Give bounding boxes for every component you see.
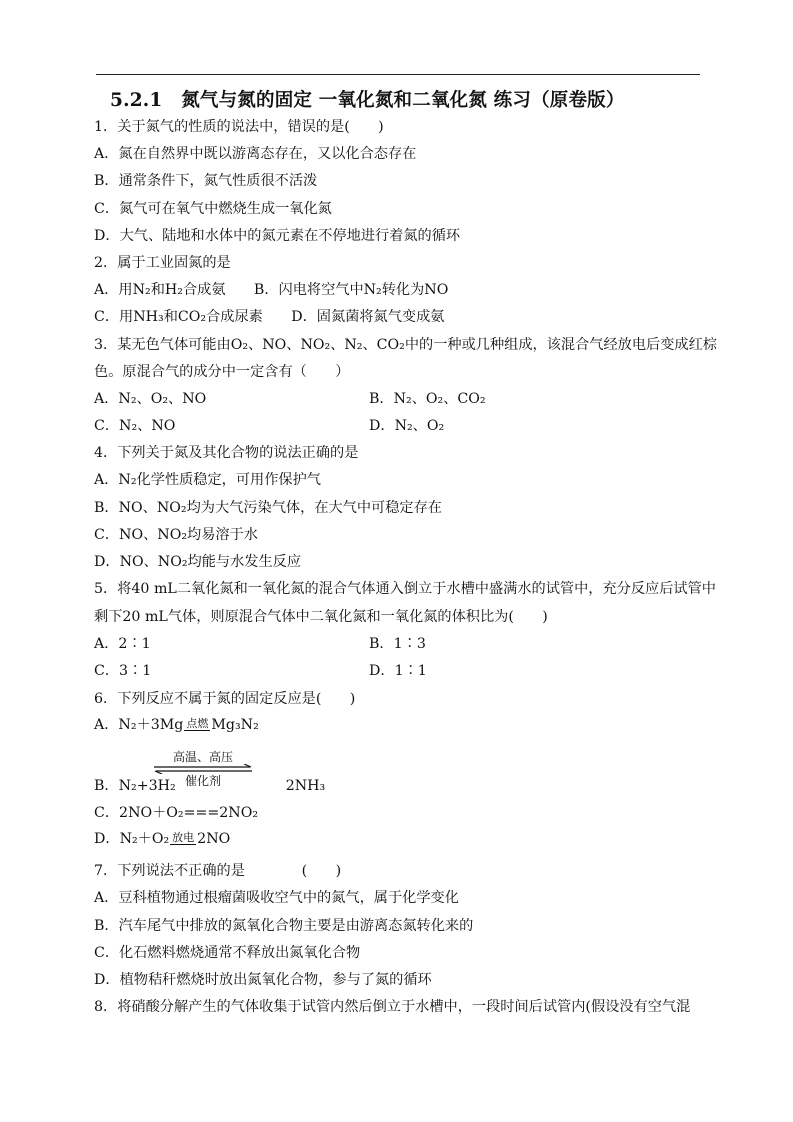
q5-option-c: C．3∶1 (94, 663, 152, 679)
q2-options-cd: C．用NH₃和CO₂合成尿素 D．固氮菌将氮气变成氨 (94, 309, 445, 325)
q4-option-d: D．NO、NO₂均能与水发生反应 (94, 554, 302, 570)
q5-option-a: A．2∶1 (94, 636, 151, 652)
q1-option-b: B．通常条件下，氮气性质很不活泼 (94, 173, 318, 189)
q3-stem-line2: 色。原混合气的成分中一定含有（ ） (94, 364, 350, 380)
q7-option-d: D．植物秸秆燃烧时放出氮氧化合物，参与了氮的循环 (94, 972, 432, 988)
q5-stem-line2: 剩下20 mL气体，则原混合气体中二氧化氮和一氧化氮的体积比为( ) (94, 609, 548, 625)
q5-option-b: B．1∶3 (369, 636, 426, 652)
q6-b-products: 2NH₃ (285, 778, 326, 794)
q6-b-condition-bottom: 催化剂 (184, 774, 221, 788)
q6-b-reversible-arrow (150, 748, 256, 792)
header-rule (96, 74, 700, 75)
q3-option-b: B．N₂、O₂、CO₂ (369, 391, 486, 407)
q7-option-b: B．汽车尾气中排放的氮氧化合物主要是由游离态氮转化来的 (94, 918, 474, 934)
q6-option-c: C．2NO＋O₂===2NO₂ (94, 805, 259, 821)
q6-d-condition-label: 放电 (172, 830, 195, 844)
q6-b-reactants: B．N₂+3H₂ (94, 778, 176, 794)
q5-stem-line1: 5．将40 mL二氧化氮和一氧化氮的混合气体通入倒立于水槽中盛满水的试管中，充分反应后试管中 (94, 581, 716, 597)
q6-d-reactants: D．N₂＋O₂ (94, 831, 170, 847)
q1-option-d: D．大气、陆地和水体中的氮元素在不停地进行着氮的循环 (94, 228, 461, 244)
q7-option-a: A．豆科植物通过根瘤菌吸收空气中的氮气，属于化学变化 (94, 890, 459, 906)
q6-d-condition-bar (170, 844, 196, 847)
q6-d-products: 2NO (197, 831, 231, 847)
q6-a-products: Mg₃N₂ (211, 717, 259, 733)
q4-option-b: B．NO、NO₂均为大气污染气体，在大气中可稳定存在 (94, 500, 442, 516)
q6-b-condition-top: 高温、高压 (172, 750, 233, 764)
q4-option-a: A．N₂化学性质稳定，可用作保护气 (94, 472, 321, 488)
q1-option-c: C．氮气可在氧气中燃烧生成一氧化氮 (94, 201, 332, 217)
q6-option-a (94, 716, 259, 734)
q4-stem: 4．下列关于氮及其化合物的说法正确的是 (94, 445, 359, 461)
q6-a-condition-label: 点燃 (186, 716, 209, 730)
q3-option-d: D．N₂、O₂ (369, 418, 445, 434)
q4-option-c: C．NO、NO₂均易溶于水 (94, 527, 258, 543)
q2-options-ab: A．用N₂和H₂合成氨 B．闪电将空气中N₂转化为NO (94, 282, 449, 298)
q6-a-condition (184, 718, 210, 733)
q3-option-c: C．N₂、NO (94, 418, 176, 434)
q7-stem: 7．下列说法不正确的是 ( ) (94, 863, 342, 879)
q6-a-condition-bar (184, 730, 210, 733)
q6-stem: 6．下列反应不属于氮的固定反应是( ) (94, 691, 356, 707)
q1-option-a: A．氮在自然界中既以游离态存在，又以化合态存在 (94, 146, 417, 162)
q1-stem: 1．关于氮气的性质的说法中，错误的是( ) (94, 119, 384, 135)
q6-a-reactants: A．N₂＋3Mg (94, 717, 184, 733)
q7-option-c: C．化石燃料燃烧通常不释放出氮氧化合物 (94, 945, 361, 961)
page-title: 5.2.1 氮气与氮的固定 一氧化氮和二氧化氮 练习（原卷版） (110, 90, 625, 111)
q3-stem-line1: 3．某无色气体可能由O₂、NO、NO₂、N₂、CO₂中的一种或几种组成，该混合气经放电后变成红棕 (94, 337, 717, 353)
q2-stem: 2．属于工业固氮的是 (94, 255, 231, 271)
q6-d-condition (170, 832, 196, 847)
q8-stem: 8．将硝酸分解产生的气体收集于试管内然后倒立于水槽中，一段时间后试管内(假设没有空气混 (94, 999, 691, 1015)
q3-option-a: A．N₂、O₂、NO (94, 391, 207, 407)
q6-option-d (94, 830, 230, 848)
q5-option-d: D．1∶1 (369, 663, 427, 679)
